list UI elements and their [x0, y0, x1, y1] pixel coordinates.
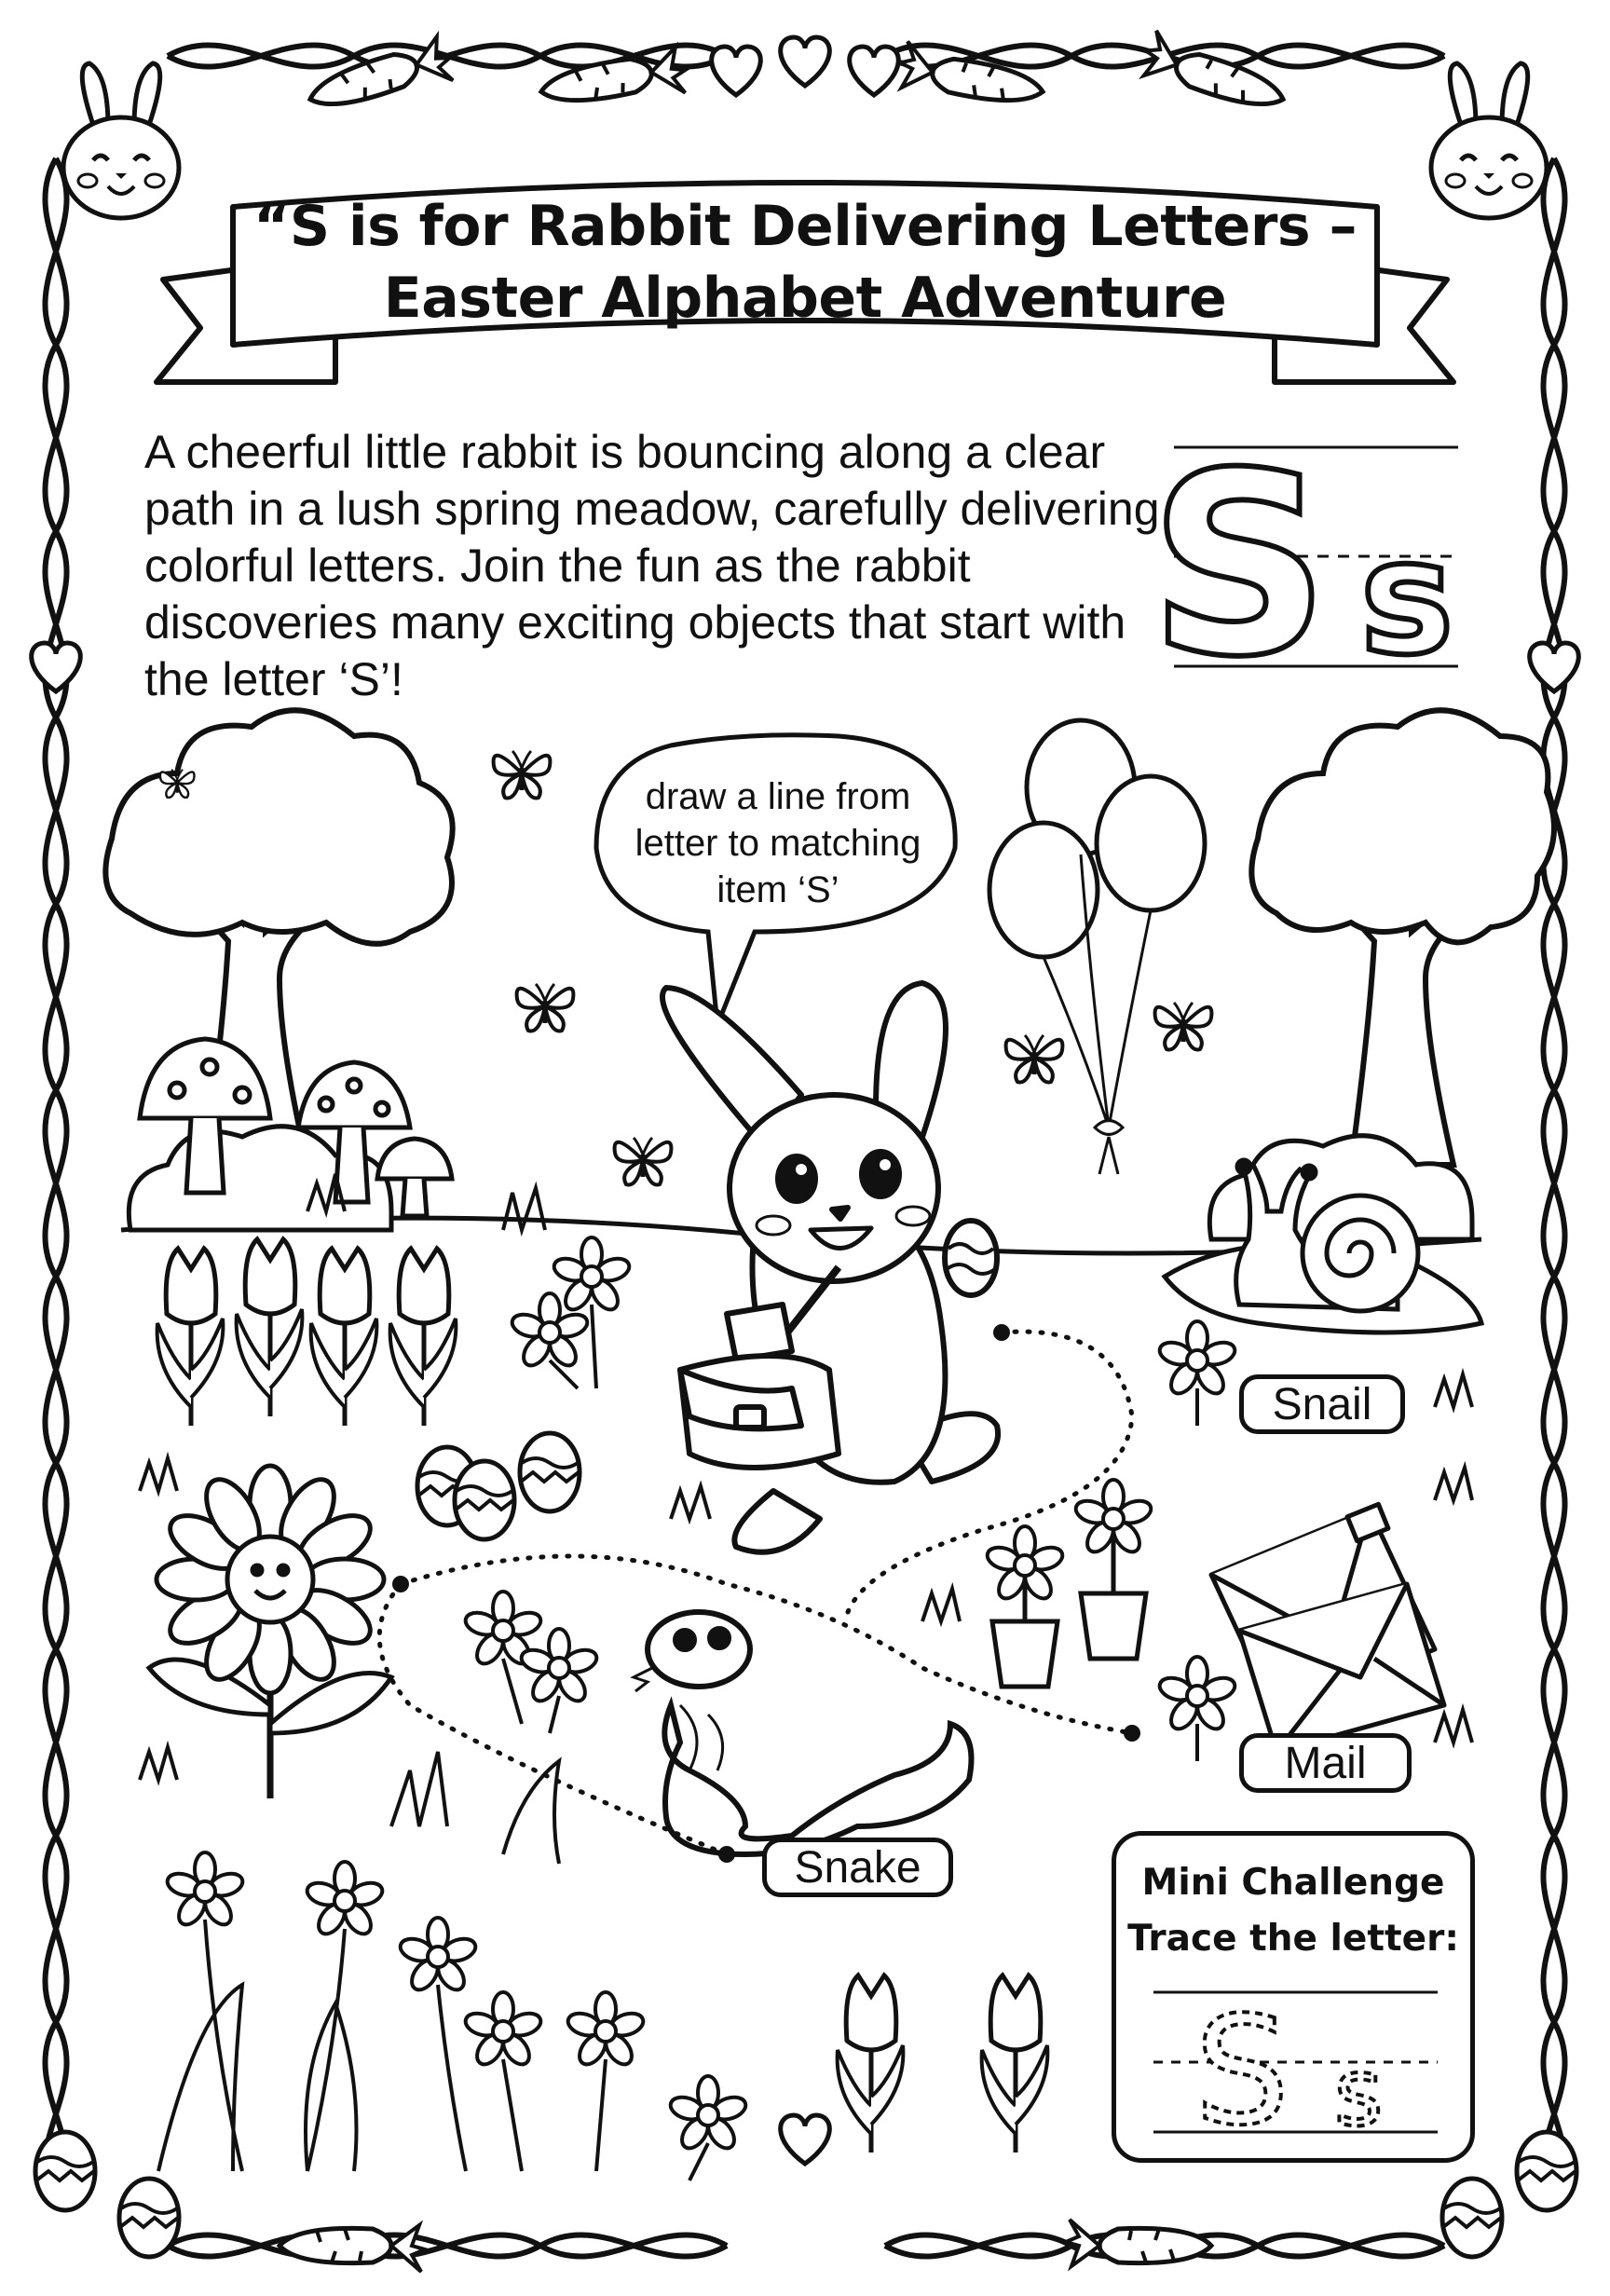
speech-bubble-text: draw a line from letter to matching item ‘S’ — [634, 776, 921, 910]
intro-paragraph: A cheerful little rabbit is bouncing along a clear path in a lush spring meadow, carefully delivering colorful letters. Join the fun as the rabbit discoveries many exciting objects that start with the letter ‘S’! — [144, 426, 1160, 705]
traced-uppercase-letter: S — [1148, 418, 1330, 712]
carrot-icon — [538, 47, 689, 117]
mini-challenge-instruction: Trace the letter: — [1127, 1918, 1459, 1960]
mini-challenge-title: Mini Challenge — [1141, 1862, 1445, 1904]
snake-icon — [634, 1612, 972, 1854]
label-mail[interactable]: Mail — [1239, 1733, 1412, 1793]
worksheet-title-line1: “S is for Rabbit Delivering Letters – — [252, 194, 1358, 259]
label-snail[interactable]: Snail — [1239, 1374, 1405, 1434]
envelope-icon — [1211, 1504, 1444, 1752]
label-snake[interactable]: Snake — [762, 1838, 953, 1897]
worksheet-title-line2: Easter Alphabet Adventure — [383, 266, 1227, 331]
easter-egg-icon — [417, 1433, 580, 1539]
tree-icon — [1251, 710, 1554, 1165]
rabbit-icon — [662, 983, 998, 1552]
balloon-icon — [989, 720, 1205, 1174]
trace-letter-area[interactable] — [1116, 1974, 1470, 2160]
heart-icon — [712, 37, 899, 95]
potted-flower-icon — [985, 1480, 1154, 1687]
trace-lowercase-letter: s — [1333, 2038, 1384, 2147]
mini-challenge-box — [1112, 1831, 1475, 2163]
trace-uppercase-letter: S — [1194, 1984, 1289, 2158]
sunflower-icon — [149, 1466, 391, 1798]
traced-lowercase-letter: s — [1359, 506, 1454, 690]
